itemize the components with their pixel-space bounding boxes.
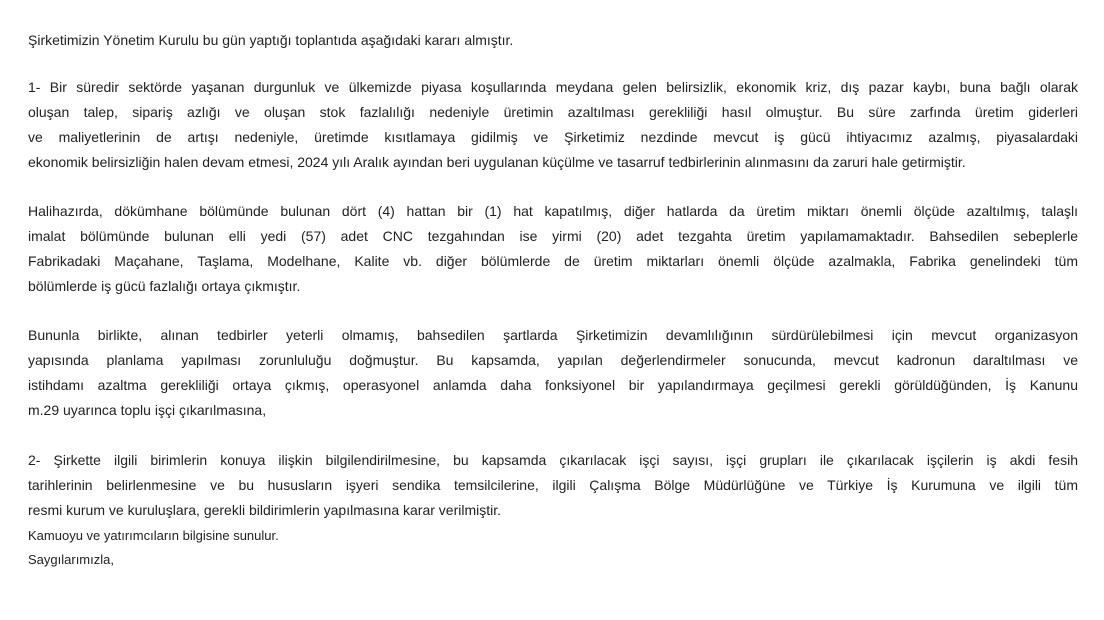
paragraph-3-line: Bununla birlikte, alınan tedbirler yeterli olmamış, bahsedilen şartlarda Şirketimizin devamlılığının sürdürülebilmesi için mevcut organizasyon (28, 327, 1078, 343)
paragraph-4-line: tarihlerinin belirlenmesine ve bu hususların işyeri sendika temsilcilerine, ilgili Çalışma Bölge Müdürlüğüne ve Türkiye İş Kurumuna ve ilgili tüm (28, 477, 1078, 493)
paragraph-1-line: oluşan talep, sipariş azlığı ve oluşan stok fazlalılığı nedeniyle üretimin azaltılması gerekliliği hasıl olmuştur. Bu süre zarfında üretim giderleri (28, 104, 1078, 120)
paragraph-1-line: ve maliyetlerinin de artışı nedeniyle, üretimde kısıtlamaya gidilmiş ve Şirketimiz nezdinde mevcut iş gücü ihtiyacımız azalmış, piyasalardaki (28, 129, 1078, 145)
paragraph-2-line: imalat bölümünde bulunan elli yedi (57) adet CNC tezgahından ise yirmi (20) adet tezgahta üretim yapılamamaktadır. Bahsedilen sebeplerle (28, 228, 1078, 244)
paragraph-2-line: Halihazırda, dökümhane bölümünde bulunan dört (4) hattan bir (1) hat kapatılmış, diğer hatlarda da üretim miktarı önemli ölçüde azaltılmış, talaşlı (28, 203, 1078, 219)
paragraph-2-line: Fabrikadaki Maçahane, Taşlama, Modelhane, Kalite vb. diğer bölümlerde de üretim miktarları önemli ölçüde azalmakla, Fabrika genelindeki tüm (28, 253, 1078, 269)
paragraph-3-line: yapısında planlama yapılması zorunluluğu doğmuştur. Bu kapsamda, yapılan değerlendirmeler sonucunda, mevcut kadronun daraltılması ve (28, 352, 1078, 368)
regards-line: Saygılarımızla, (28, 552, 114, 567)
paragraph-3-line: m.29 uyarınca toplu işçi çıkarılmasına, (28, 402, 267, 418)
paragraph-3-line: istihdamı azaltma gerekliliği ortaya çıkmış, operasyonel anlamda daha fonksiyonel bir yapılandırmaya geçilmesi gerekli görüldüğünden, İş Kanunu (28, 377, 1078, 393)
intro-sentence: Şirketimizin Yönetim Kurulu bu gün yaptığı toplantıda aşağıdaki kararı almıştır. (28, 32, 514, 48)
paragraph-4-line: 2- Şirkette ilgili birimlerin konuya ilişkin bilgilendirilmesine, bu kapsamda çıkarılacak işçi sayısı, işçi grupları ile çıkarılacak işçilerin iş akdi fesih (28, 452, 1078, 468)
paragraph-4-line: resmi kurum ve kuruluşlara, gerekli bildirimlerin yapılmasına karar verilmiştir. (28, 502, 502, 518)
paragraph-1-line: 1- Bir süredir sektörde yaşanan durgunluk ve ülkemizde piyasa koşullarında meydana gelen belirsizlik, ekonomik kriz, dış pazar kaybı, buna bağlı olarak (28, 79, 1078, 95)
paragraph-2 (28, 199, 1078, 299)
paragraph-1-line: ekonomik belirsizliğin halen devam etmesi, 2024 yılı Aralık ayından beri uygulanan küçülme ve tasarruf tedbirlerinin alınmasını da zaruri hale getirmiştir. (28, 154, 966, 170)
paragraph-2-line: bölümlerde iş gücü fazlalığı ortaya çıkmıştır. (28, 278, 301, 294)
closing-line: Kamuoyu ve yatırımcıların bilgisine sunulur. (28, 528, 279, 543)
paragraph-3 (28, 323, 1078, 423)
paragraph-1 (28, 75, 1078, 175)
paragraph-4 (28, 448, 1078, 523)
